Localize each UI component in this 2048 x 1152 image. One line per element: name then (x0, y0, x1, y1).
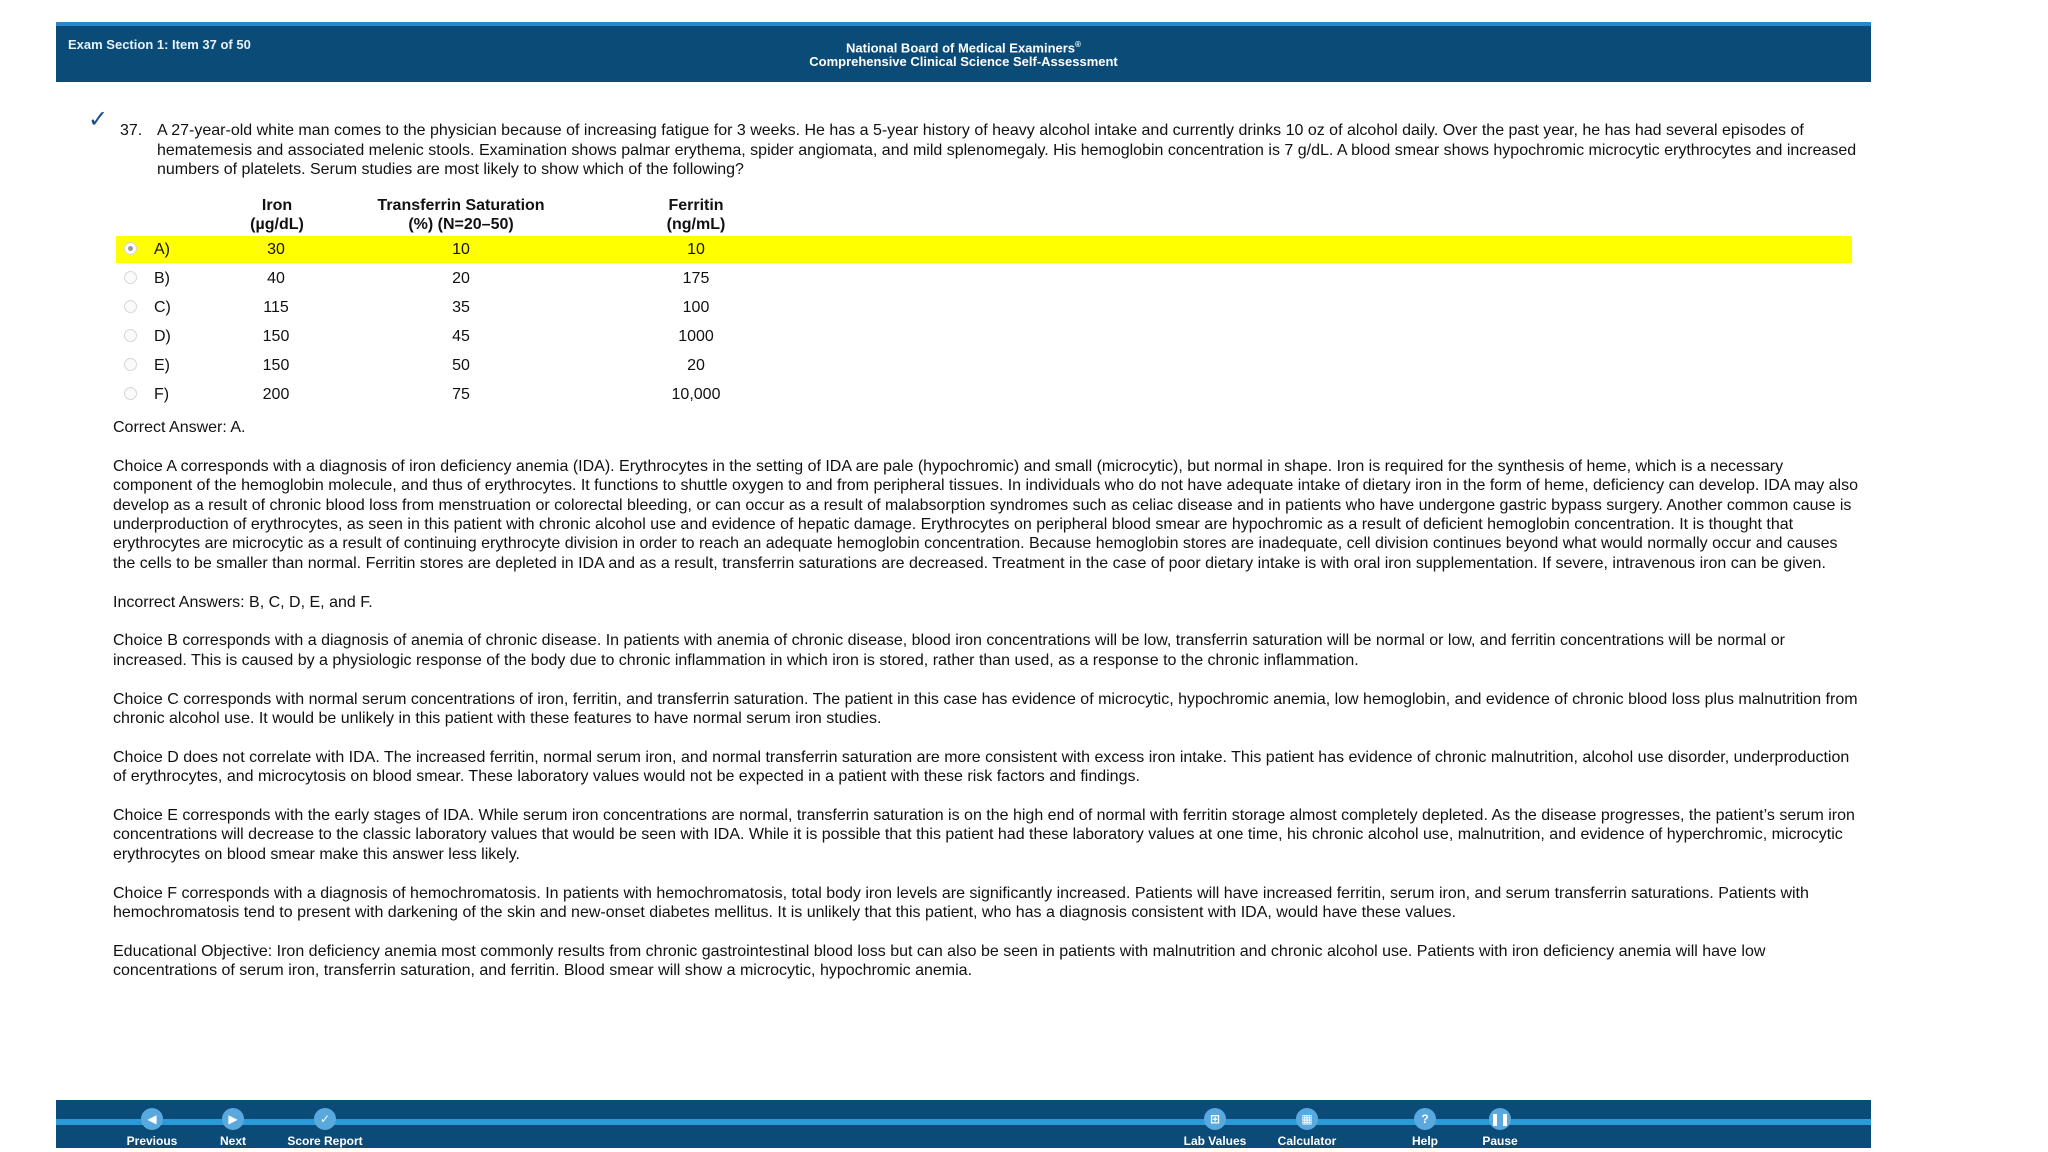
correct-answer: Correct Answer: A. (113, 419, 246, 436)
ferritin-value: 1000 (678, 328, 714, 345)
radio-button[interactable] (124, 358, 137, 371)
answer-option-c[interactable] (116, 294, 1852, 321)
iron-value: 150 (262, 328, 290, 345)
iron-value: 200 (262, 386, 290, 403)
radio-button[interactable] (124, 271, 137, 284)
column-header-transferrin-saturation: Transferrin Saturation (%) (N=20–50) (377, 197, 545, 233)
iron-value: 115 (263, 299, 289, 316)
iron-value: 40 (267, 270, 285, 287)
incorrect-answers: Incorrect Answers: B, C, D, E, and F. (113, 593, 373, 611)
pause-label: Pause (1482, 1134, 1518, 1148)
question-number: 37. (120, 122, 143, 139)
next-label: Next (219, 1134, 246, 1148)
org-name: National Board of Medical Examiners (846, 40, 1076, 56)
lab-values-button[interactable] (1170, 1100, 1260, 1148)
option-letter: A) (154, 241, 170, 258)
question-stem: A 27-year-old white man comes to the physician because of increasing fatigue for 3 weeks. He has a 5-year history of heavy alcohol intake and currently drinks 10 oz of alcohol daily. Over the past year, he has had several episodes of hematemesis and associated melenic stools. Examination shows palmar erythema, spider angiomata, and mild splenomegaly. His hemoglobin concentration is 7 g/dL. A blood smear shows hypochromic microcytic erythrocytes and increased numbers of platelets. Serum studies are most likely to show which of the following? (157, 122, 1857, 178)
ferritin-value: 175 (682, 270, 710, 287)
answer-option-e[interactable] (116, 352, 1852, 379)
lab-values-icon: ⊞ (1204, 1108, 1226, 1130)
calculator-icon: ▦ (1296, 1108, 1318, 1130)
item-counter: Exam Section 1: Item 37 of 50 (68, 37, 251, 52)
calculator-button[interactable] (1262, 1100, 1352, 1148)
transferrin-saturation-value: 45 (452, 328, 470, 345)
header-title-block (56, 38, 1871, 69)
check-icon: ✓ (88, 106, 109, 133)
educational-objective: Educational Objective: Iron deficiency anemia most commonly results from chronic gastrointestinal blood loss but can also be seen in patients with malnutrition and chronic alcohol use. Patients with iron deficiency anemia will have low concentrations of serum iron, transferrin saturation, and ferritin. Blood smear will show a microcytic, hypochromic anemia. (113, 942, 1766, 980)
answer-option-d[interactable] (116, 323, 1852, 350)
column-header-iron: Iron (µg/dL) (250, 197, 304, 233)
ferritin-value: 20 (687, 357, 705, 374)
pause-button[interactable] (1455, 1100, 1545, 1148)
previous-label: Previous (126, 1134, 178, 1148)
option-letter: C) (154, 299, 171, 316)
option-letter: E) (154, 357, 170, 374)
score-report-label: Score Report (287, 1134, 363, 1148)
choice-a-explanation: Choice A corresponds with a diagnosis of iron deficiency anemia (IDA). Erythrocytes in the setting of IDA are pale (hypochromic) and small (microcytic), but normal in shape. Iron is required for the synthesis of heme, which is a necessary component of the hemoglobin molecule, and thus of erythrocytes. It functions to shuttle oxygen to and from peripheral tissues. In individuals who do not have adequate intake of dietary iron in the form of heme, deficiency can develop. IDA may also develop as a result of chronic blood loss from menstruation or colorectal bleeding, or can occur as a result of malabsorption syndromes such as celiac disease and in patients who have undergone gastric bypass surgery. Another common cause is underproduction of erythrocytes, as seen in this patient with chronic alcohol use and evidence of hepatic damage. Erythrocytes on peripheral blood smear are hypochromic as a result of deficient hemoglobin concentration. It is thought that erythrocytes are microcytic as a result of continuing erythrocyte division in order to reach an adequate hemoglobin concentration. Because hemoglobin stores are inadequate, cell division continues beyond what would normally occur and causes the cells to be smaller than normal. Ferritin stores are depleted in IDA and as a result, transferrin saturations are decreased. Treatment in the case of poor dietary intake is with oral iron supplementation. If severe, intravenous iron can be given. (113, 457, 1859, 572)
help-label: Help (1411, 1134, 1438, 1148)
registered-mark: ® (1075, 40, 1081, 49)
radio-button[interactable] (124, 242, 137, 255)
option-letter: B) (154, 270, 170, 287)
transferrin-saturation-value: 75 (452, 386, 470, 403)
radio-button[interactable] (124, 329, 137, 342)
exam-header (56, 22, 1871, 82)
ferritin-value: 10,000 (671, 386, 721, 403)
next-arrow-icon: ▶ (222, 1108, 244, 1130)
radio-button[interactable] (124, 300, 137, 313)
iron-value: 150 (262, 357, 290, 374)
previous-arrow-icon: ◀ (141, 1108, 163, 1130)
ferritin-value: 100 (682, 299, 710, 316)
choice-d-explanation: Choice D does not correlate with IDA. The increased ferritin, normal serum iron, and normal transferrin saturation are more consistent with excess iron intake. This patient has evidence of chronic malnutrition, alcohol use disorder, underproduction of erythrocytes, and microcytosis on blood smear. These laboratory values would not be expected in a patient with these risk factors and findings. (113, 748, 1850, 786)
answer-explanation (113, 418, 1858, 1000)
choice-f-explanation: Choice F corresponds with a diagnosis of hemochromatosis. In patients with hemochromatosis, total body iron levels are significantly increased. Patients will have increased ferritin, serum iron, and serum transferrin saturations. Patients with hemochromatosis tend to present with darkening of the skin and new-onset diabetes mellitus. It is unlikely that this patient, who has a diagnosis consistent with IDA, would have these values. (113, 884, 1809, 922)
option-letter: F) (154, 386, 170, 403)
column-header-ferritin: Ferritin (ng/mL) (666, 197, 726, 233)
org-name-line (56, 38, 1871, 55)
answer-option-b[interactable] (116, 265, 1852, 292)
transferrin-saturation-value: 35 (452, 299, 470, 316)
radio-button[interactable] (124, 387, 137, 400)
next-button[interactable] (188, 1100, 278, 1148)
answer-option-a[interactable] (116, 236, 1852, 263)
score-report-button[interactable] (275, 1100, 375, 1148)
lab-values-label: Lab Values (1183, 1134, 1247, 1148)
ferritin-value: 10 (687, 241, 705, 258)
calculator-label: Calculator (1277, 1134, 1337, 1148)
score-report-icon: ✓ (314, 1108, 336, 1130)
transferrin-saturation-value: 50 (452, 357, 470, 374)
exam-title: Comprehensive Clinical Science Self-Assessment (809, 54, 1118, 70)
choice-e-explanation: Choice E corresponds with the early stages of IDA. While serum iron concentrations are normal, transferrin saturation is on the high end of normal with ferritin storage almost completely depleted. As the disease progresses, the patient’s serum iron concentrations will decrease to the classic laboratory values that would be seen with IDA. While it is possible that this patient had these laboratory values at one time, his chronic alcohol use, malnutrition, and evidence of hyperchromic, microcytic erythrocytes on blood smear make this answer less likely. (113, 807, 1855, 863)
exam-footer-toolbar (56, 1100, 1871, 1148)
help-icon: ? (1414, 1108, 1436, 1130)
previous-button[interactable] (107, 1100, 197, 1148)
option-letter: D) (154, 328, 171, 345)
answer-option-f[interactable] (116, 381, 1852, 408)
iron-value: 30 (267, 241, 285, 258)
choice-b-explanation: Choice B corresponds with a diagnosis of anemia of chronic disease. In patients with anemia of chronic disease, blood iron concentrations will be low, transferrin saturation will be normal or low, and ferritin concentrations will be normal or increased. This is caused by a physiologic response of the body due to chronic inflammation in which iron is stored, rather than used, as a response to the chronic inflammation. (113, 632, 1785, 669)
choice-c-explanation: Choice C corresponds with normal serum concentrations of iron, ferritin, and transferrin saturation. The patient in this case has evidence of microcytic, hypochromic anemia, low hemoglobin, and evidence of chronic blood loss plus malnutrition from chronic alcohol use. It would be unlikely in this patient with these features to have normal serum iron studies. (113, 690, 1858, 728)
pause-icon: ❚❚ (1489, 1108, 1511, 1130)
transferrin-saturation-value: 10 (452, 241, 470, 258)
transferrin-saturation-value: 20 (452, 270, 470, 287)
